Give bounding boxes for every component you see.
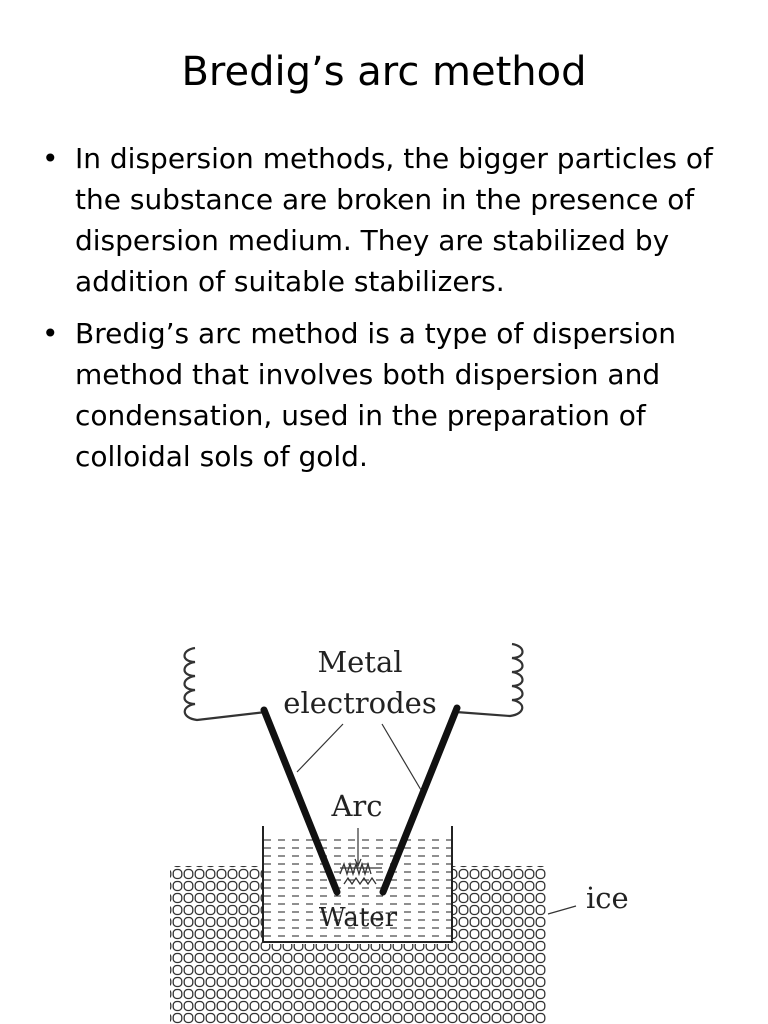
bullet-list — [38, 138, 728, 488]
slide-title: Bredig’s arc method — [181, 49, 587, 95]
metal-label: Metal — [317, 645, 403, 679]
arc-label: Arc — [331, 789, 383, 823]
ice-label: ice — [586, 881, 629, 915]
left-coil-icon — [185, 648, 267, 720]
electrodes-label: electrodes — [283, 686, 437, 720]
bullet-text: Bredig’s arc method is a type of dispersion method that involves both dispersion and condensation, used in the preparation of colloidal sols of gold. — [75, 317, 676, 473]
bullet-dot-icon: • — [42, 317, 59, 350]
bullet-text: In dispersion methods, the bigger particles of the substance are broken in the presence of dispersion medium. They are stabilized by addition of suitable stabilizers. — [75, 142, 713, 298]
bullet-dot-icon: • — [42, 142, 59, 175]
right-coil-icon — [456, 644, 523, 716]
bullet-item — [38, 138, 728, 302]
bredig-arc-diagram — [150, 628, 650, 1024]
bullet-item — [38, 313, 728, 477]
water-label: Water — [318, 903, 398, 933]
